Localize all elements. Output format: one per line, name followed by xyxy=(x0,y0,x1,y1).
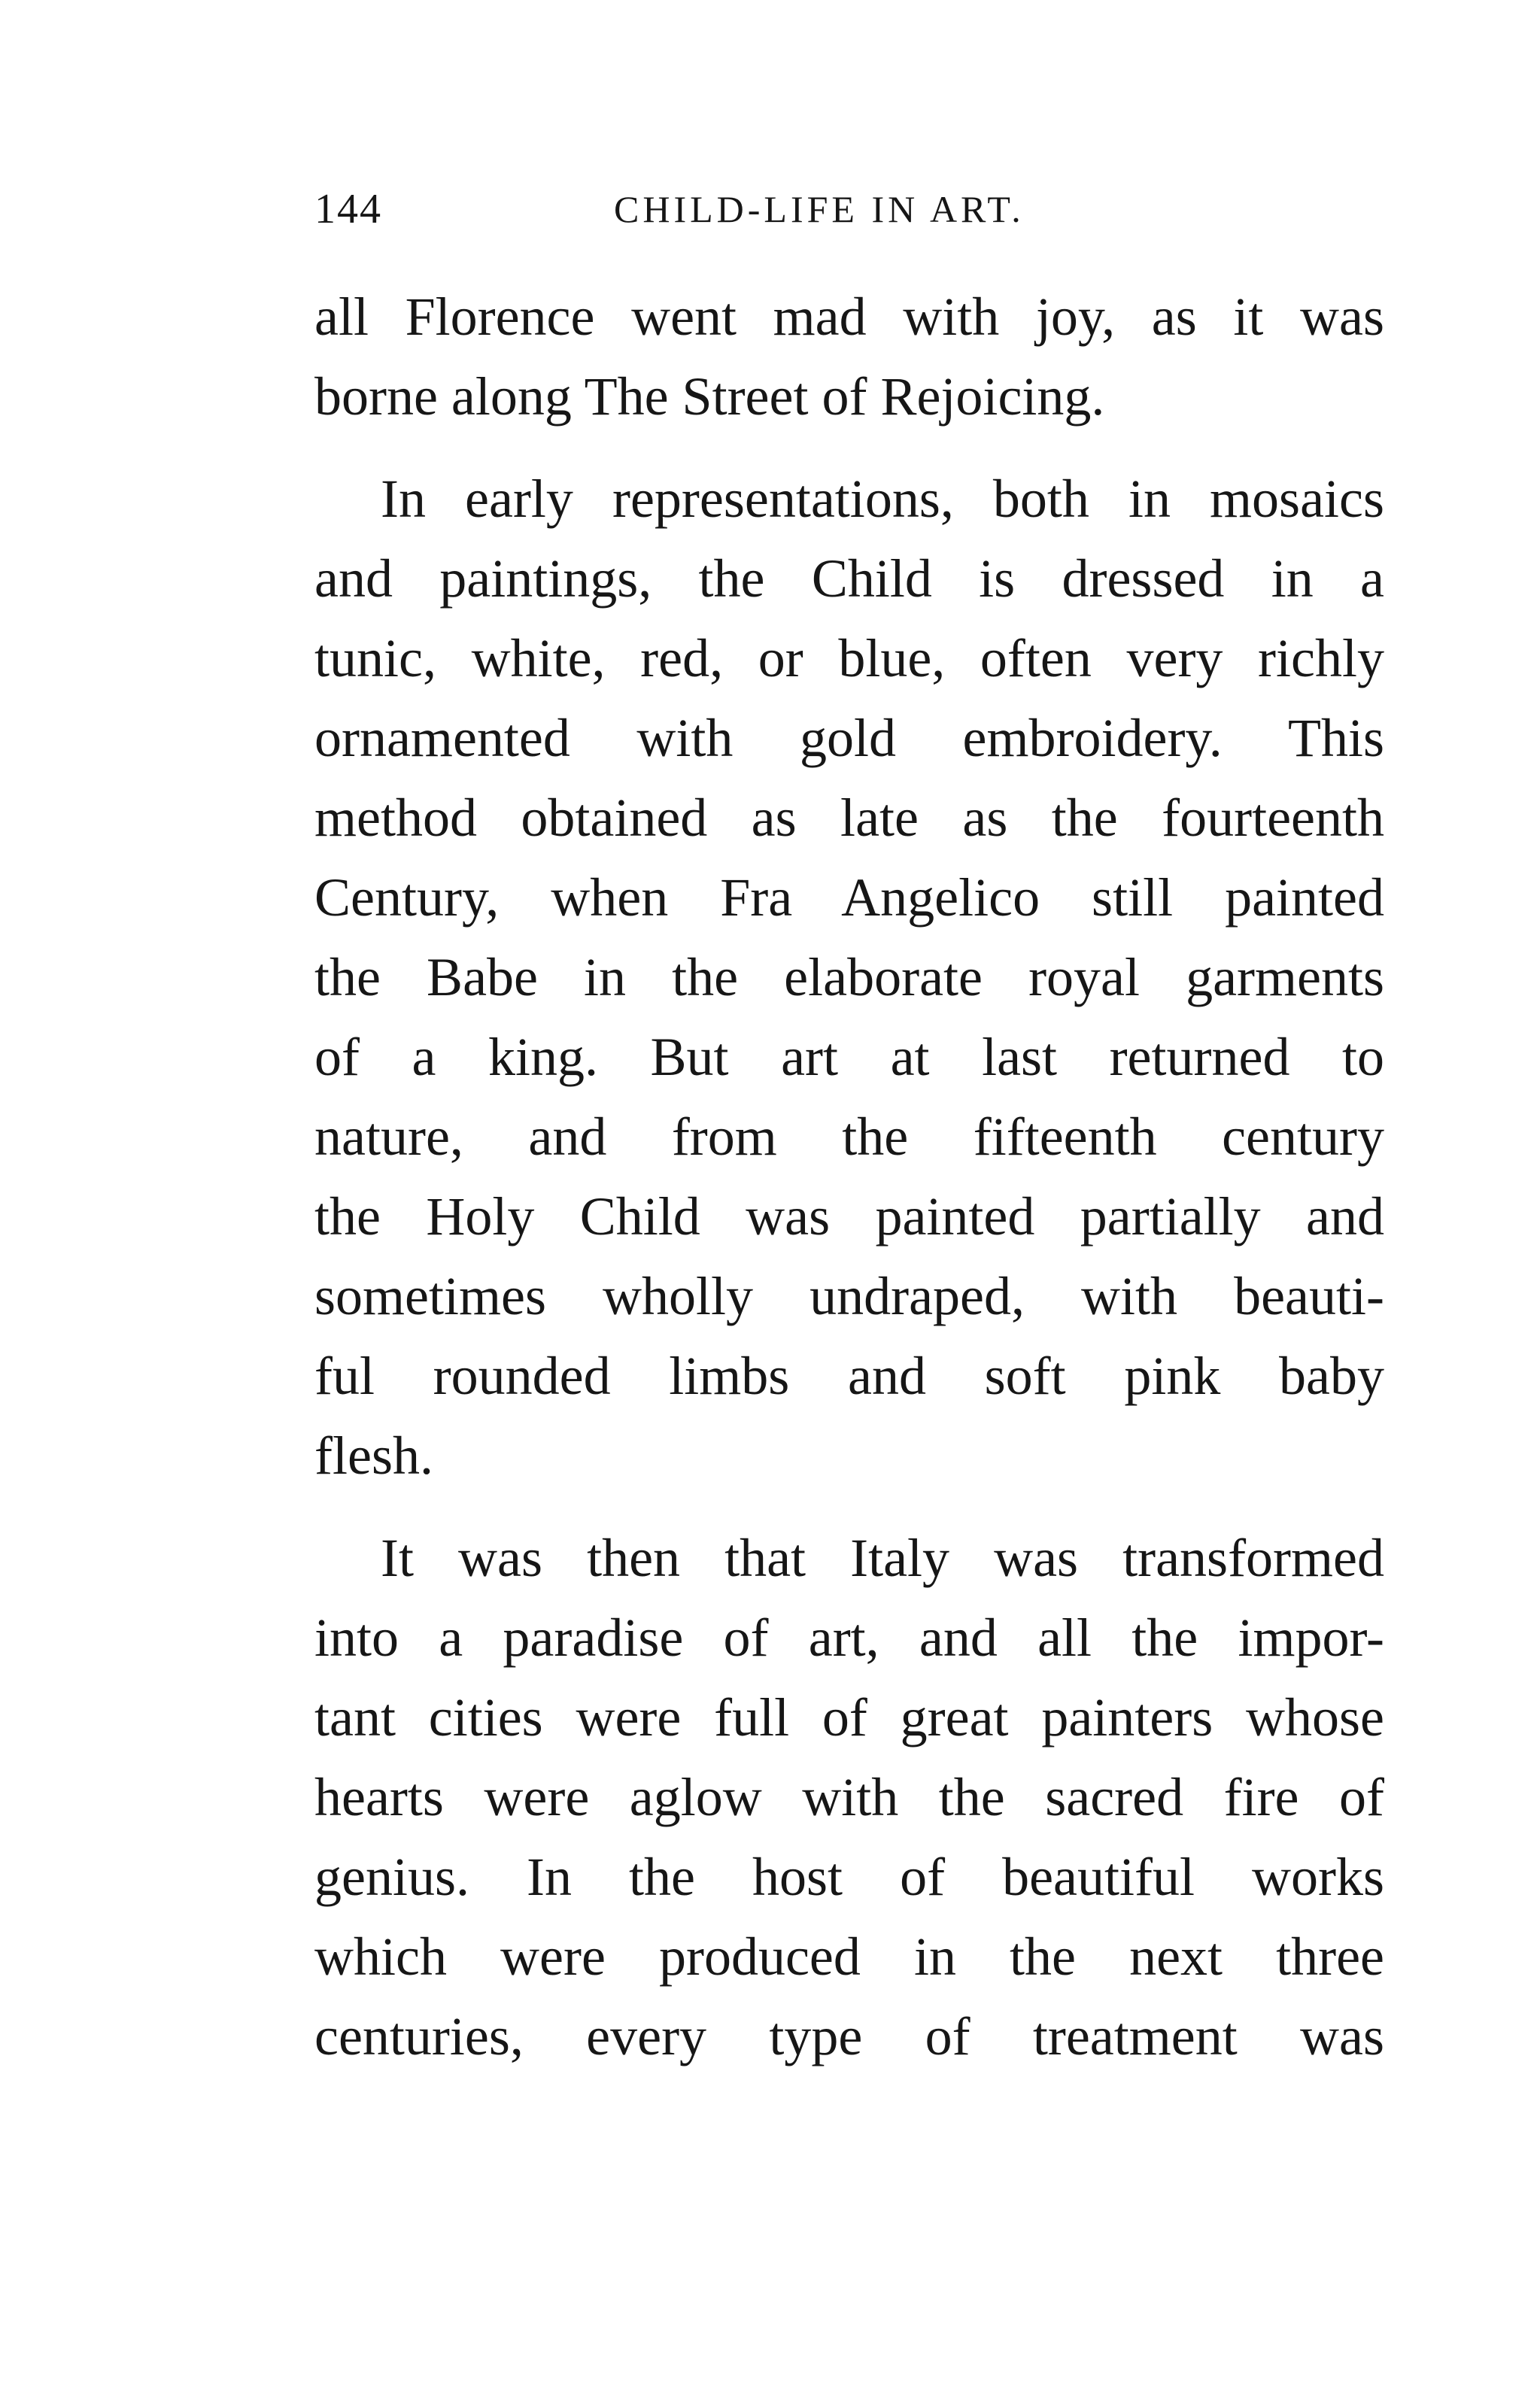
text-line: borne along The Street of Rejoicing. xyxy=(314,366,1105,427)
text-line: tunic, white, red, or blue, often very richly xyxy=(314,628,1384,688)
text-line: tant cities were full of great painters whose xyxy=(314,1687,1384,1748)
text-line: sometimes wholly undraped, with beauti- xyxy=(314,1266,1384,1326)
text-line: and paintings, the Child is dressed in a xyxy=(314,548,1384,609)
paragraph-gap xyxy=(314,1496,1384,1518)
text-line: ful rounded limbs and soft pink baby xyxy=(314,1346,1384,1406)
text-line: method obtained as late as the fourteenth xyxy=(314,788,1384,848)
body-text xyxy=(314,277,1384,2076)
paragraph-gap xyxy=(314,436,1384,459)
text-line: In early representations, both in mosaics xyxy=(381,469,1384,529)
page-header xyxy=(314,179,1383,247)
text-line: which were produced in the next three xyxy=(314,1927,1384,1987)
text-line: It was then that Italy was transformed xyxy=(381,1528,1384,1588)
text-line: into a paradise of art, and all the impor- xyxy=(314,1608,1384,1668)
text-line: genius. In the host of beautiful works xyxy=(314,1847,1384,1907)
text-line: of a king. But art at last returned to xyxy=(314,1027,1384,1087)
page-number: 144 xyxy=(314,186,382,232)
text-line: hearts were aglow with the sacred fire of xyxy=(314,1767,1384,1827)
paragraph xyxy=(314,459,1384,1496)
running-head: CHILD-LIFE IN ART. xyxy=(614,188,1025,230)
text-line: centuries, every type of treatment was xyxy=(314,2006,1384,2066)
text-line: the Holy Child was painted partially and xyxy=(314,1186,1384,1247)
text-line: Century, when Fra Angelico still painted xyxy=(314,867,1384,928)
text-line: ornamented with gold embroidery. This xyxy=(314,708,1384,768)
paragraph xyxy=(314,1518,1384,2076)
paragraph xyxy=(314,277,1384,436)
text-line: all Florence went mad with joy, as it was xyxy=(314,287,1384,347)
text-line: the Babe in the elaborate royal garments xyxy=(314,947,1384,1007)
text-line: flesh. xyxy=(314,1426,433,1486)
text-line: nature, and from the fifteenth century xyxy=(314,1107,1384,1167)
